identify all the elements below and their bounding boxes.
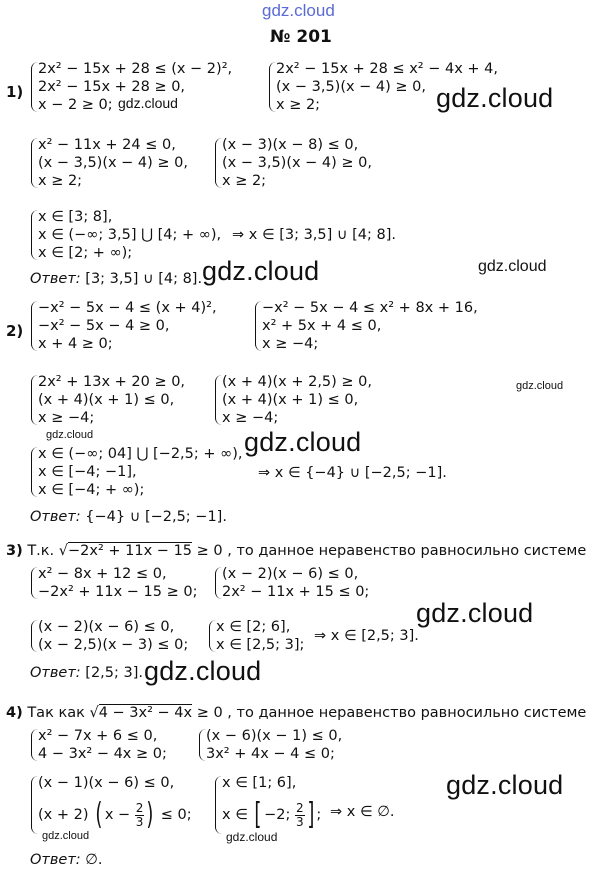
p3-s1-line-1: x² − 8x + 12 ≤ 0, (38, 566, 167, 582)
p4-s3-line-2 (38, 797, 192, 832)
p2-system-2 (262, 299, 478, 353)
p3-s4-line-2: x ∈ [2,5; 3]; (216, 637, 305, 653)
p1-result: ⇒ x ∈ [3; 3,5] ∪ [4; 8]. (232, 227, 396, 243)
p3-system-2 (222, 565, 369, 601)
p4-s3-line-1: (x − 1)(x − 6) ≤ 0, (38, 775, 175, 791)
p2-s1-line-3: x + 4 ≥ 0; (38, 336, 113, 352)
p4-answer (30, 851, 103, 869)
p3-radicand: −2x² + 11x − 15 (68, 543, 193, 559)
p4-intro-a: Так как (27, 705, 85, 721)
fraction-two-thirds (295, 802, 305, 829)
p1-s4-line-3: x ≥ 2; (222, 173, 267, 189)
p4-system-2 (206, 727, 342, 763)
p4-s4-in: x ∈ (222, 807, 248, 823)
answer-value: ∅. (85, 852, 103, 868)
p1-s2-line-2: (x − 3,5)(x − 4) ≥ 0, (276, 79, 427, 95)
p2-system-1 (38, 299, 217, 353)
watermark: gdz.cloud (446, 770, 564, 800)
sqrt-sign: √ (58, 543, 69, 559)
p4-s3-factor: (x + 2) (38, 807, 89, 823)
p3-s1-line-2: −2x² + 11x − 15 ≥ 0; (38, 584, 198, 600)
p2-system-4 (222, 373, 372, 427)
watermark: gdz.cloud (118, 95, 178, 111)
p2-result: ⇒ x ∈ {−4} ∪ [−2,5; −1]. (258, 465, 447, 481)
answer-word: Ответ: (30, 271, 81, 287)
watermark: gdz.cloud (42, 830, 90, 842)
p4-s4-line-2 (222, 797, 322, 832)
p2-s3-line-3: x ≥ −4; (38, 410, 95, 426)
frac-num: 2 (135, 800, 144, 815)
frac-num: 2 (296, 800, 304, 815)
p1-system-3 (38, 136, 188, 190)
p2-s5-line-2: x ∈ [−4; −1], (38, 464, 137, 480)
p1-s1-line-2: 2x² − 15x + 28 ≥ 0, (38, 79, 186, 95)
right-bracket: ] (307, 797, 315, 832)
answer-value: {−4} ∪ [−2,5; −1]. (85, 509, 227, 525)
p2-s5-line-1: x ∈ (−∞; 04] ⋃ [−2,5; + ∞), (38, 446, 243, 462)
p2-s1-line-2: −x² − 5x − 4 ≥ 0, (38, 318, 170, 334)
p3-intro (6, 542, 586, 560)
p4-s4-end: ; (316, 807, 322, 823)
watermark: gdz.cloud (202, 256, 320, 286)
answer-value: [3; 3,5] ∪ [4; 8]. (85, 271, 203, 287)
watermark-top: gdz.cloud (262, 1, 335, 20)
watermark: gdz.cloud (244, 427, 362, 457)
watermark: gdz.cloud (46, 429, 94, 441)
right-paren: ) (146, 797, 154, 832)
p3-system-1 (38, 565, 197, 601)
p1-s2-line-3: x ≥ 2; (276, 97, 321, 113)
watermark: gdz.cloud (516, 380, 564, 392)
p4-system-1 (38, 727, 167, 763)
watermark: gdz.cloud (416, 598, 534, 628)
p3-s2-line-1: (x − 2)(x − 6) ≤ 0, (222, 566, 359, 582)
p4-intro-b: ≥ 0 , то данное неравенство равносильно системе (196, 705, 587, 721)
p1-s5-line-1: x ∈ [3; 8], (38, 209, 113, 225)
watermark: gdz.cloud (226, 830, 278, 844)
p3-system-3 (38, 618, 188, 654)
p2-s5-line-3: x ∈ [−4; + ∞); (38, 482, 145, 498)
p2-s2-line-1: −x² − 5x − 4 ≤ x² + 8x + 16, (262, 300, 478, 316)
p1-s4-line-1: (x − 3)(x − 8) ≤ 0, (222, 137, 359, 153)
p1-s3-line-3: x ≥ 2; (38, 173, 83, 189)
p1-s1-line-1: 2x² − 15x + 28 ≤ (x − 2)², (38, 61, 233, 77)
p4-s2-line-2: 3x² + 4x − 4 ≤ 0; (206, 746, 335, 762)
p4-s3-ineq: ≤ 0; (160, 807, 192, 823)
answer-word: Ответ: (30, 509, 81, 525)
p4-radicand: 4 − 3x² − 4x (98, 705, 193, 721)
left-paren: ( (95, 797, 103, 832)
p3-s3-line-1: (x − 2)(x − 6) ≤ 0, (38, 619, 175, 635)
p3-s4-line-1: x ∈ [2; 6], (216, 619, 291, 635)
p4-intro (6, 704, 586, 722)
p2-s1-line-1: −x² − 5x − 4 ≤ (x + 4)², (38, 300, 217, 316)
p4-system-3 (38, 774, 192, 836)
frac-den: 3 (135, 814, 144, 829)
p1-s2-line-1: 2x² − 15x + 28 ≤ x² − 4x + 4, (276, 61, 498, 77)
part-3-label: 3) (6, 543, 23, 559)
watermark: gdz.cloud (478, 258, 547, 275)
p3-intro-a: Т.к. (27, 543, 55, 559)
p4-system-4 (222, 774, 321, 836)
p2-s3-line-1: 2x² + 13x + 20 ≥ 0, (38, 374, 186, 390)
p2-s2-line-3: x ≥ −4; (262, 336, 319, 352)
p4-s1-line-1: x² − 7x + 6 ≤ 0, (38, 728, 158, 744)
p2-system-3 (38, 373, 185, 427)
p1-system-4 (222, 136, 372, 190)
p1-s4-line-2: (x − 3,5)(x − 4) ≥ 0, (222, 155, 373, 171)
p3-intro-b: ≥ 0 , то данное неравенство равносильно системе (196, 543, 587, 559)
p2-system-5 (38, 445, 243, 499)
p4-s3-expr: x − (104, 807, 131, 823)
p2-s3-line-2: (x + 4)(x + 1) ≤ 0, (38, 392, 175, 408)
p4-s4-line-1: x ∈ [1; 6], (222, 775, 297, 791)
left-bracket: [ (254, 797, 262, 832)
p4-s4-lower: −2; (264, 807, 291, 823)
frac-den: 3 (296, 814, 304, 829)
p2-answer (30, 508, 227, 526)
p4-s2-line-1: (x − 6)(x − 1) ≤ 0, (206, 728, 343, 744)
p4-result: ⇒ x ∈ ∅. (330, 804, 395, 820)
fraction-two-thirds (135, 802, 145, 829)
p3-system-4 (216, 618, 304, 654)
p1-s5-line-3: x ∈ [2; + ∞); (38, 245, 133, 261)
p1-s5-line-2: x ∈ (−∞; 3,5] ⋃ [4; + ∞), (38, 227, 222, 243)
p1-s3-line-1: x² − 11x + 24 ≤ 0, (38, 137, 176, 153)
watermark: gdz.cloud (144, 656, 262, 686)
p4-s1-line-2: 4 − 3x² − 4x ≥ 0; (38, 746, 167, 762)
p2-s4-line-2: (x + 4)(x + 1) ≤ 0, (222, 392, 359, 408)
p3-s2-line-2: 2x² − 11x + 15 ≤ 0; (222, 584, 370, 600)
p2-s4-line-3: x ≥ −4; (222, 410, 279, 426)
p1-s3-line-2: (x − 3,5)(x − 4) ≥ 0, (38, 155, 189, 171)
p1-system-5 (38, 208, 221, 262)
problem-number: № 201 (270, 27, 332, 47)
part-4-label: 4) (6, 705, 23, 721)
p3-result: ⇒ x ∈ [2,5; 3]. (314, 628, 419, 644)
part-2-label: 2) (6, 322, 24, 340)
p2-s4-line-1: (x + 4)(x + 2,5) ≥ 0, (222, 374, 373, 390)
answer-word: Ответ: (30, 665, 81, 681)
p2-s2-line-2: x² + 5x + 4 ≤ 0, (262, 318, 382, 334)
p1-answer (30, 270, 202, 288)
p1-s1-line-3: x − 2 ≥ 0; (38, 97, 113, 113)
watermark: gdz.cloud (436, 83, 554, 113)
p3-s3-line-2: (x − 2,5)(x − 3) ≤ 0; (38, 637, 189, 653)
part-1-label: 1) (6, 83, 24, 101)
p3-answer (30, 664, 143, 682)
answer-value: [2,5; 3]. (85, 665, 143, 681)
answer-word: Ответ: (30, 852, 81, 868)
sqrt-sign: √ (89, 705, 99, 721)
